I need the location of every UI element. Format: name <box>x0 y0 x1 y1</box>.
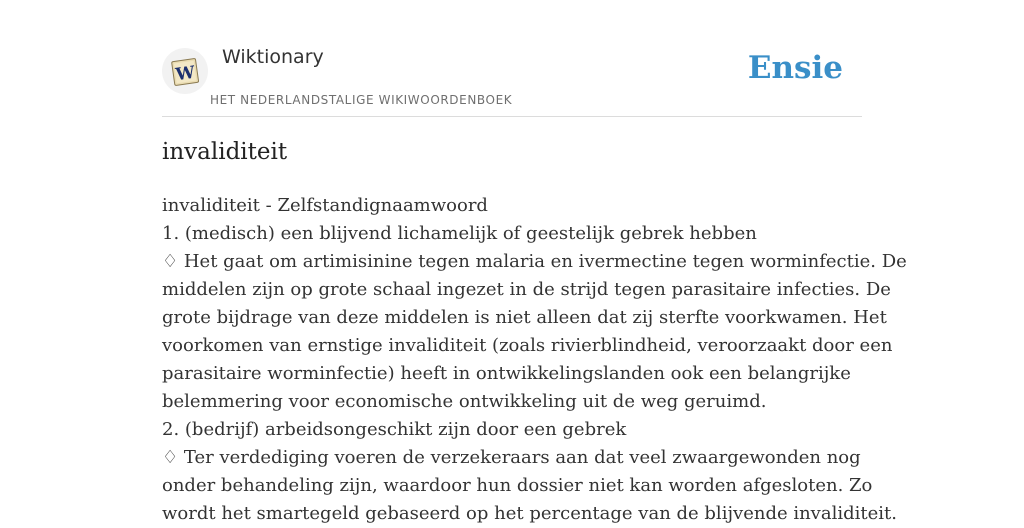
wiktionary-logo[interactable] <box>162 48 208 94</box>
definition-1: 1. (medisch) een blijvend lichamelijk of geestelijk gebrek hebben <box>162 223 757 244</box>
example-1-line: grote bijdrage van deze middelen is niet alleen dat zij sterfte voorkwamen. Het <box>162 307 887 328</box>
ensie-brand-link[interactable]: Ensie <box>747 50 843 86</box>
example-1-line: parasitaire worminfectie) heeft in ontwikkelingslanden ook een belangrijke <box>162 363 851 384</box>
logo-letter: W <box>174 62 197 86</box>
example-1-line: middelen zijn op grote schaal ingezet in de strijd tegen parasitaire infecties. De <box>162 279 891 300</box>
page-title: invaliditeit <box>162 139 288 165</box>
example-2-line: onder behandeling zijn, waardoor hun dossier niet kan worden afgesloten. Zo <box>162 475 873 496</box>
definition-2: 2. (bedrijf) arbeidsongeschikt zijn door een gebrek <box>162 419 627 440</box>
entry-heading: invaliditeit - Zelfstandignaamwoord <box>162 195 488 216</box>
wiktionary-logo-icon <box>168 54 202 88</box>
example-1-line: belemmering voor economische ontwikkeling uit de weg geruimd. <box>162 391 767 412</box>
site-tagline: HET NEDERLANDSTALIGE WIKIWOORDENBOEK <box>210 93 513 107</box>
site-name[interactable]: Wiktionary <box>222 46 324 68</box>
example-1-line: ♢ Het gaat om artimisinine tegen malaria en ivermectine tegen worminfectie. De <box>162 251 907 272</box>
entry-body <box>162 192 907 528</box>
example-2-line: wordt het smartegeld gebaseerd op het percentage van de blijvende invaliditeit. <box>162 503 897 524</box>
example-2-line: ♢ Ter verdediging voeren de verzekeraars aan dat veel zwaargewonden nog <box>162 447 861 468</box>
site-header <box>162 40 862 117</box>
example-1-line: voorkomen van ernstige invaliditeit (zoals rivierblindheid, veroorzaakt door een <box>162 335 893 356</box>
